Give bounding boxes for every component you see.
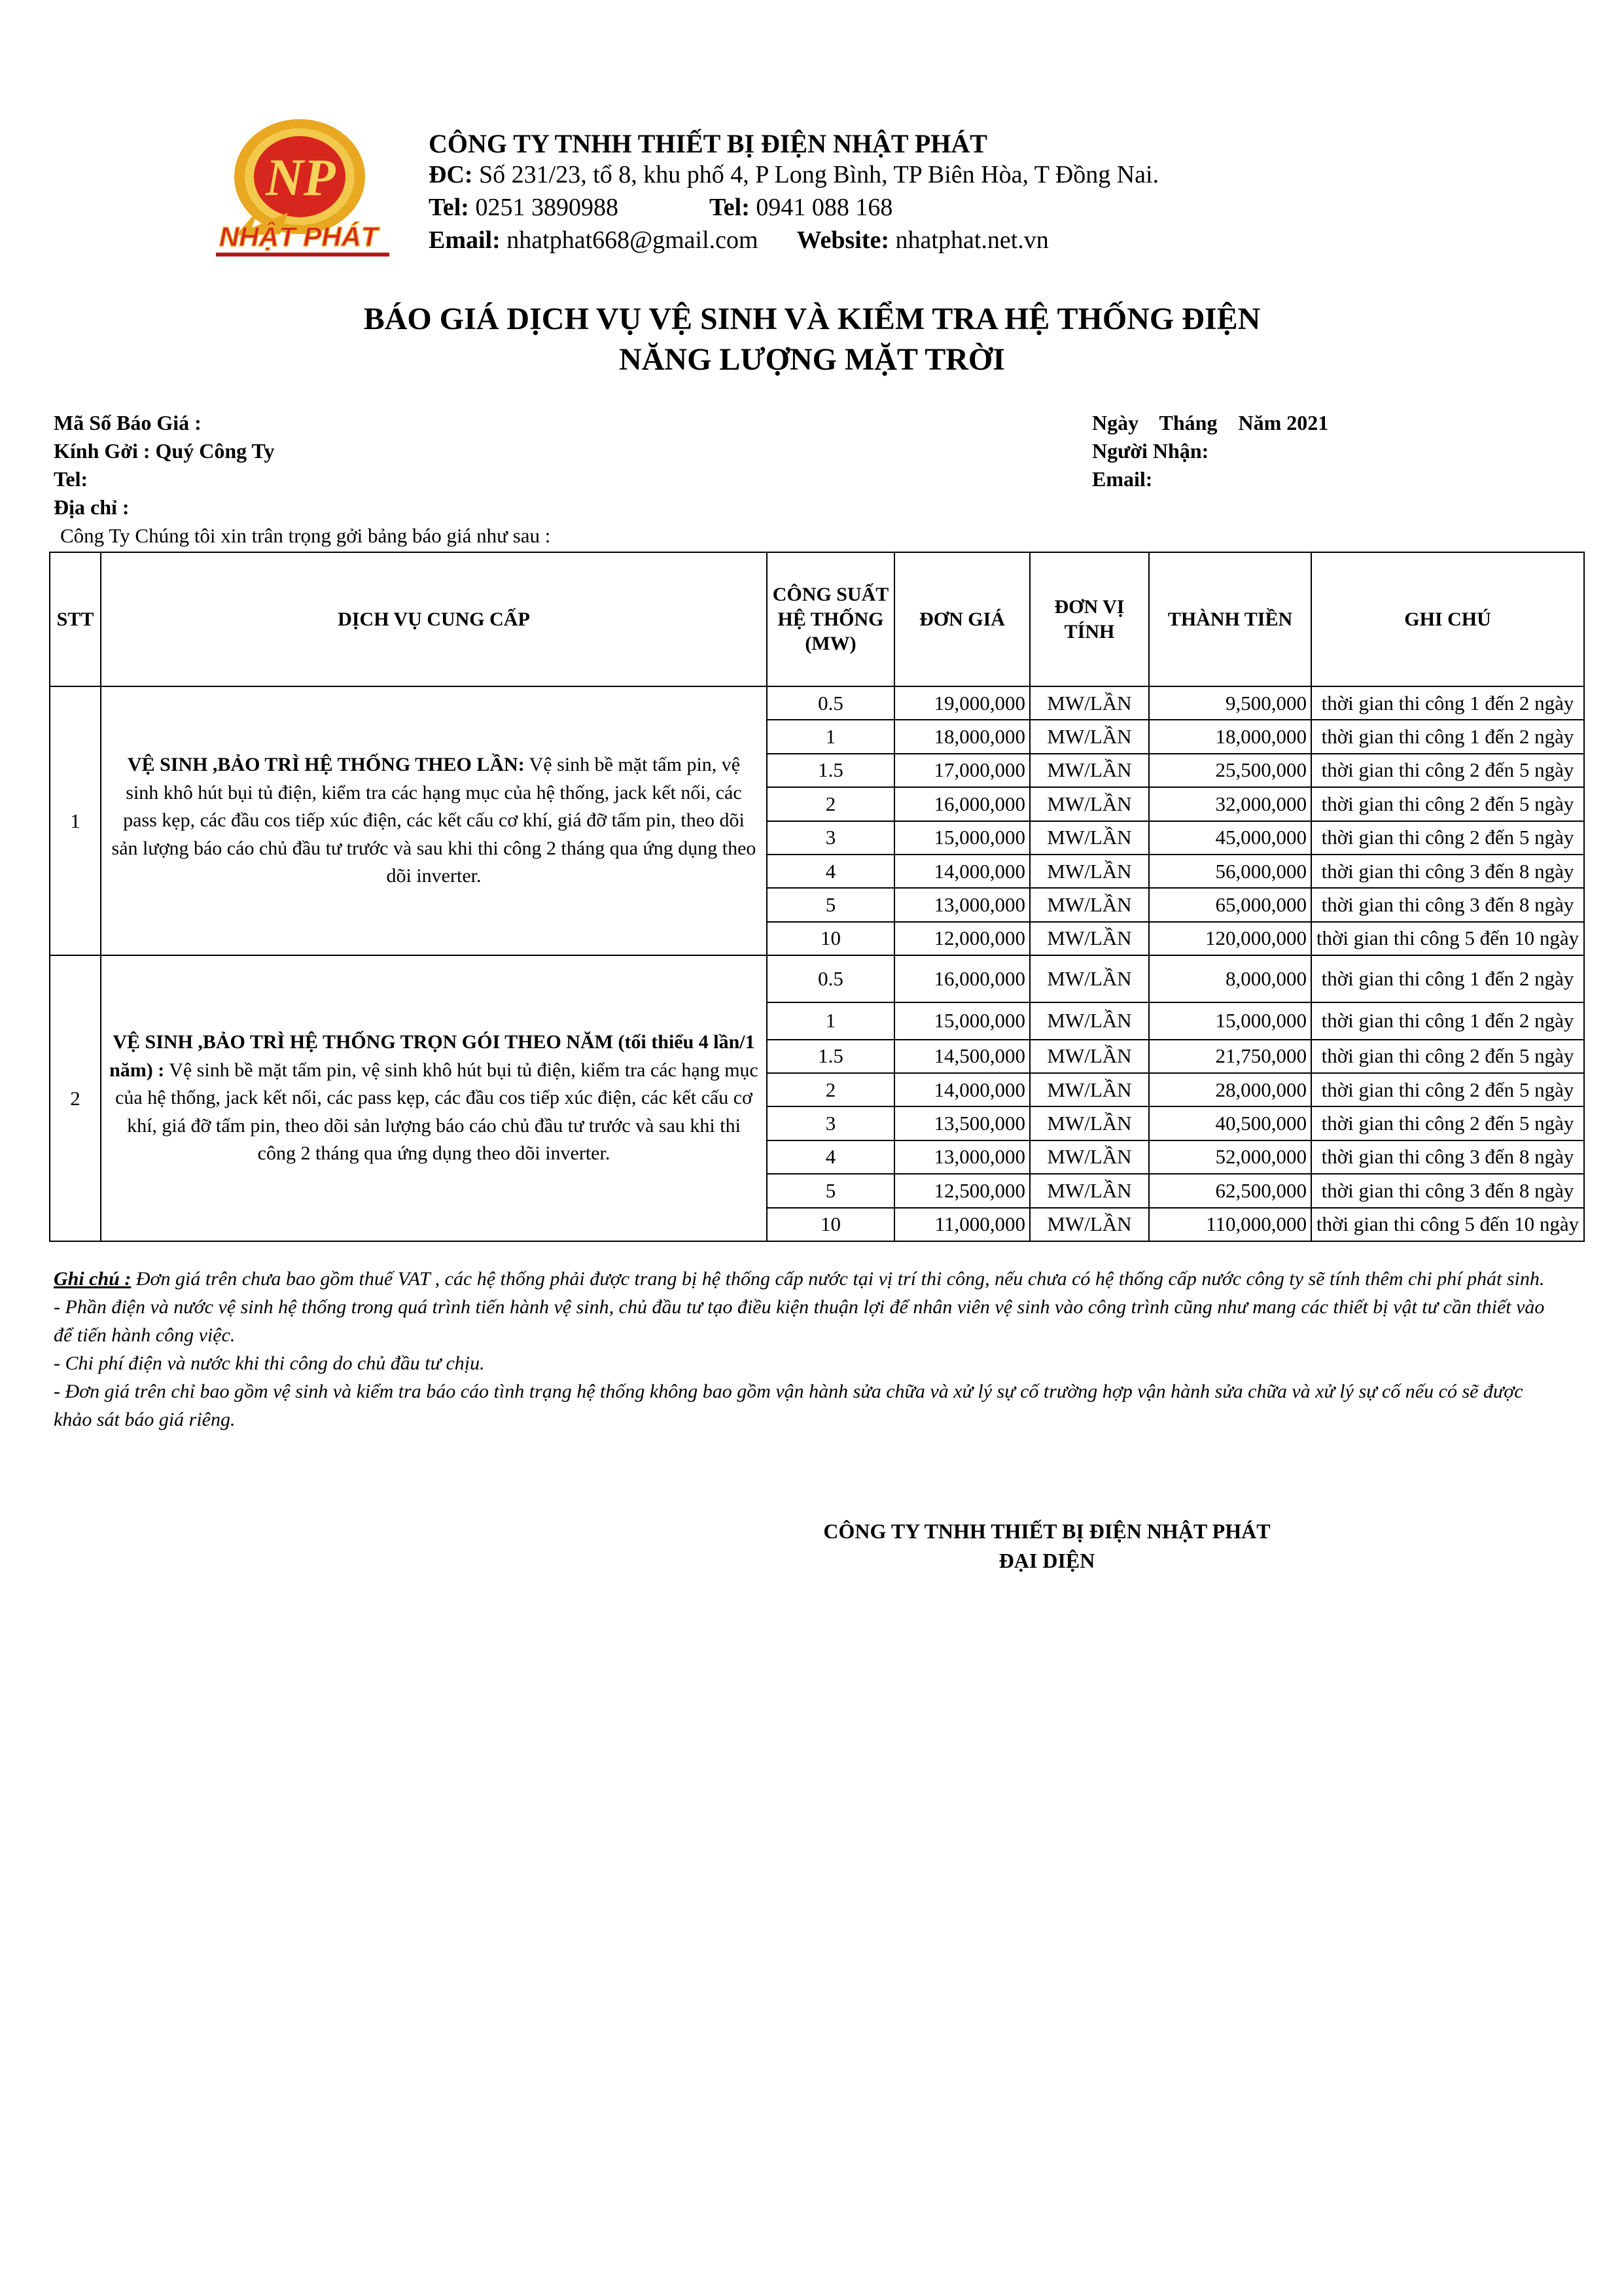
capacity-cell: 1	[767, 720, 894, 753]
logo-text: NHẬT PHÁT	[219, 221, 378, 252]
total-cell: 9,500,000	[1149, 686, 1311, 720]
quote-number-label: Mã Số Báo Giá :	[54, 411, 202, 434]
capacity-cell: 1	[767, 1002, 894, 1040]
company-website: nhatphat.net.vn	[895, 226, 1049, 254]
email-label: Email:	[429, 226, 501, 254]
unit-price-cell: 13,000,000	[894, 1140, 1030, 1174]
company-logo	[196, 118, 393, 265]
header-unit-price: ĐƠN GIÁ	[894, 552, 1030, 686]
note-text: Đơn giá trên chưa bao gồm thuế VAT , các hệ thống phải được trang bị hệ thống cấp nước tại vị trí thi công, nếu chưa có hệ thống cấp nước công ty sẽ tính thêm chi phí phát sinh.	[131, 1268, 1545, 1290]
unit-price-cell: 18,000,000	[894, 720, 1030, 753]
notes-label: Ghi chú :	[54, 1268, 132, 1290]
note-cell: thời gian thi công 5 đến 10 ngày	[1311, 922, 1584, 955]
capacity-cell: 5	[767, 1174, 894, 1207]
tel-field-label: Tel:	[54, 467, 88, 491]
total-cell: 8,000,000	[1149, 955, 1311, 1002]
capacity-cell: 2	[767, 1073, 894, 1106]
unit-cell: MW/LẦN	[1030, 686, 1149, 720]
unit-cell: MW/LẦN	[1030, 855, 1149, 888]
unit-cell: MW/LẦN	[1030, 1174, 1149, 1207]
total-cell: 32,000,000	[1149, 787, 1311, 821]
unit-cell: MW/LẦN	[1030, 1073, 1149, 1106]
notes-section	[54, 1265, 1559, 1434]
note-cell: thời gian thi công 5 đến 10 ngày	[1311, 1208, 1584, 1241]
capacity-cell: 1.5	[767, 1040, 894, 1073]
note-cell: thời gian thi công 3 đến 8 ngày	[1311, 1174, 1584, 1207]
total-cell: 62,500,000	[1149, 1174, 1311, 1207]
unit-price-cell: 14,000,000	[894, 855, 1030, 888]
tel-label-2: Tel:	[709, 194, 750, 221]
address-label: ĐC:	[429, 161, 473, 188]
signature-role: ĐẠI DIỆN	[998, 1549, 1095, 1572]
capacity-cell: 1.5	[767, 754, 894, 787]
capacity-cell: 3	[767, 821, 894, 855]
unit-price-cell: 13,500,000	[894, 1106, 1030, 1140]
service-title: VỆ SINH ,BẢO TRÌ HỆ THỐNG THEO LẦN:	[127, 754, 525, 776]
company-address: Số 231/23, tổ 8, khu phố 4, P Long Bình, TP Biên Hòa, T Đồng Nai.	[479, 161, 1159, 188]
intro-text: Công Ty Chúng tôi xin trân trọng gởi bảng báo giá như sau :	[60, 524, 551, 547]
note-cell: thời gian thi công 1 đến 2 ngày	[1311, 955, 1584, 1002]
unit-price-cell: 19,000,000	[894, 686, 1030, 720]
total-cell: 52,000,000	[1149, 1140, 1311, 1174]
unit-cell: MW/LẦN	[1030, 955, 1149, 1002]
website-label: Website:	[796, 226, 890, 254]
unit-price-cell: 15,000,000	[894, 1002, 1030, 1040]
unit-price-cell: 16,000,000	[894, 955, 1030, 1002]
capacity-cell: 0.5	[767, 955, 894, 1002]
note-cell: thời gian thi công 1 đến 2 ngày	[1311, 720, 1584, 753]
capacity-cell: 4	[767, 1140, 894, 1174]
unit-cell: MW/LẦN	[1030, 888, 1149, 921]
total-cell: 15,000,000	[1149, 1002, 1311, 1040]
header-service: DỊCH VỤ CUNG CẤP	[101, 552, 767, 686]
unit-price-cell: 15,000,000	[894, 821, 1030, 855]
unit-cell: MW/LẦN	[1030, 754, 1149, 787]
tel-label: Tel:	[429, 194, 469, 221]
signature-company: CÔNG TY TNHH THIẾT BỊ ĐIỆN NHẬT PHÁT	[823, 1519, 1271, 1543]
total-cell: 56,000,000	[1149, 855, 1311, 888]
total-cell: 21,750,000	[1149, 1040, 1311, 1073]
email-field-label: Email:	[1092, 467, 1153, 491]
service-detail: Vệ sinh bề mặt tấm pin, vệ sinh khô hút bụi tủ điện, kiểm tra các hạng mục của hệ thống, jack kết nối, các pass kẹp, các đầu cos tiếp xúc điện, các kết cấu cơ khí, giá đỡ tấm pin, theo dõi sản lượng báo cáo chủ đầu tư trước và sau khi thi công 2 tháng qua ứng dụng theo dõi inverter.	[115, 1059, 758, 1165]
note-line: - Đơn giá trên chỉ bao gồm vệ sinh và kiểm tra báo cáo tình trạng hệ thống không bao gồm vận hành sửa chữa và xử lý sự cố trường hợp vận hành sửa chữa và xử lý sự cố nếu có sẽ được khảo sát báo giá riêng.	[54, 1381, 1523, 1430]
note-cell: thời gian thi công 3 đến 8 ngày	[1311, 888, 1584, 921]
row-stt: 1	[50, 686, 101, 955]
company-address-line	[429, 160, 1159, 189]
company-tel-line	[429, 193, 892, 222]
unit-price-cell: 14,500,000	[894, 1040, 1030, 1073]
unit-price-cell: 14,000,000	[894, 1073, 1030, 1106]
unit-cell: MW/LẦN	[1030, 1002, 1149, 1040]
total-cell: 65,000,000	[1149, 888, 1311, 921]
capacity-cell: 4	[767, 855, 894, 888]
address-field-label: Địa chỉ :	[54, 495, 130, 519]
recipient-label: Kính Gởi : Quý Công Ty	[54, 439, 275, 463]
unit-cell: MW/LẦN	[1030, 821, 1149, 855]
table-row	[50, 955, 1584, 1002]
note-cell: thời gian thi công 3 đến 8 ngày	[1311, 855, 1584, 888]
unit-price-cell: 16,000,000	[894, 787, 1030, 821]
unit-price-cell: 17,000,000	[894, 754, 1030, 787]
total-cell: 40,500,000	[1149, 1106, 1311, 1140]
note-cell: thời gian thi công 2 đến 5 ngày	[1311, 1040, 1584, 1073]
header-unit: ĐƠN VỊ TÍNH	[1030, 552, 1149, 686]
total-cell: 28,000,000	[1149, 1073, 1311, 1106]
capacity-cell: 5	[767, 888, 894, 921]
company-contact-line	[429, 226, 1049, 255]
unit-price-cell: 11,000,000	[894, 1208, 1030, 1241]
receiver-field-label: Người Nhận:	[1092, 439, 1209, 463]
service-description	[101, 686, 767, 955]
quote-table	[49, 552, 1585, 1242]
unit-cell: MW/LẦN	[1030, 1040, 1149, 1073]
company-tel-2: 0941 088 168	[756, 194, 893, 221]
service-title: VỆ SINH ,BẢO TRÌ HỆ THỐNG TRỌN GÓI THEO NĂM (tối thiểu 4 lần/1 năm) :	[109, 1031, 755, 1081]
note-line: - Chi phí điện và nước khi thi công do chủ đầu tư chịu.	[54, 1352, 485, 1374]
capacity-cell: 10	[767, 922, 894, 955]
service-detail: Vệ sinh bề mặt tấm pin, vệ sinh khô hút bụi tủ điện, kiểm tra các hạng mục của hệ thống, jack kết nối, các pass kẹp, các đầu cos tiếp xúc điện, các kết cấu cơ khí, giá đỡ tấm pin, theo dõi sản lượng báo cáo chủ đầu tư trước và sau khi thi công 2 tháng qua ứng dụng theo dõi inverter.	[111, 754, 756, 887]
unit-cell: MW/LẦN	[1030, 1140, 1149, 1174]
capacity-cell: 10	[767, 1208, 894, 1241]
row-stt: 2	[50, 955, 101, 1241]
company-tel-1: 0251 3890988	[475, 194, 618, 221]
capacity-cell: 2	[767, 787, 894, 821]
unit-price-cell: 12,000,000	[894, 922, 1030, 955]
date-field-label: Ngày Tháng Năm 2021	[1092, 411, 1329, 434]
note-cell: thời gian thi công 2 đến 5 ngày	[1311, 1106, 1584, 1140]
document-title-line-2: NĂNG LƯỢNG MẶT TRỜI	[619, 342, 1005, 377]
note-cell: thời gian thi công 3 đến 8 ngày	[1311, 1140, 1584, 1174]
company-name: CÔNG TY TNHH THIẾT BỊ ĐIỆN NHẬT PHÁT	[429, 129, 987, 158]
unit-cell: MW/LẦN	[1030, 922, 1149, 955]
total-cell: 120,000,000	[1149, 922, 1311, 955]
note-cell: thời gian thi công 2 đến 5 ngày	[1311, 754, 1584, 787]
company-email: nhatphat668@gmail.com	[506, 226, 758, 254]
logo-monogram: NP	[266, 149, 336, 207]
unit-cell: MW/LẦN	[1030, 1106, 1149, 1140]
document-title-line-1: BÁO GIÁ DỊCH VỤ VỆ SINH VÀ KIỂM TRA HỆ THỐNG ĐIỆN	[363, 302, 1261, 336]
unit-price-cell: 12,500,000	[894, 1174, 1030, 1207]
header-note: GHI CHÚ	[1311, 552, 1584, 686]
service-description	[101, 955, 767, 1241]
total-cell: 45,000,000	[1149, 821, 1311, 855]
unit-cell: MW/LẦN	[1030, 787, 1149, 821]
unit-cell: MW/LẦN	[1030, 720, 1149, 753]
capacity-cell: 3	[767, 1106, 894, 1140]
total-cell: 25,500,000	[1149, 754, 1311, 787]
note-cell: thời gian thi công 1 đến 2 ngày	[1311, 686, 1584, 720]
capacity-cell: 0.5	[767, 686, 894, 720]
header-total: THÀNH TIỀN	[1149, 552, 1311, 686]
unit-price-cell: 13,000,000	[894, 888, 1030, 921]
note-line	[54, 1265, 1559, 1293]
note-cell: thời gian thi công 1 đến 2 ngày	[1311, 1002, 1584, 1040]
note-cell: thời gian thi công 2 đến 5 ngày	[1311, 1073, 1584, 1106]
header-capacity: CÔNG SUẤT HỆ THỐNG (MW)	[767, 552, 894, 686]
note-cell: thời gian thi công 2 đến 5 ngày	[1311, 787, 1584, 821]
table-header-row	[50, 552, 1584, 686]
total-cell: 18,000,000	[1149, 720, 1311, 753]
table-row	[50, 686, 1584, 720]
total-cell: 110,000,000	[1149, 1208, 1311, 1241]
note-line: - Phần điện và nước vệ sinh hệ thống trong quá trình tiến hành vệ sinh, chủ đầu tư tạo điều kiện thuận lợi để nhân viên vệ sinh vào công trình cũng như mang các thiết bị vật tư cần thiết vào để tiến hành công việc.	[54, 1296, 1545, 1346]
header-stt: STT	[50, 552, 101, 686]
note-cell: thời gian thi công 2 đến 5 ngày	[1311, 821, 1584, 855]
unit-cell: MW/LẦN	[1030, 1208, 1149, 1241]
